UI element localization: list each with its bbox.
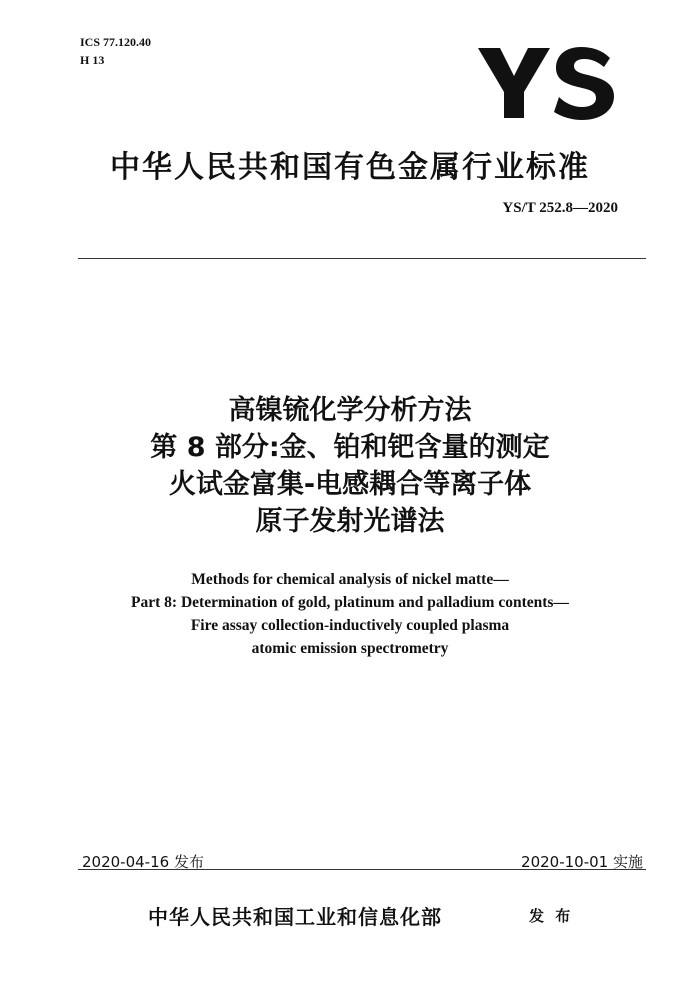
ics-code: ICS 77.120.40 xyxy=(80,35,152,49)
ys-logo-icon xyxy=(478,40,618,120)
ys-logo xyxy=(478,40,618,120)
ccs-code: H 13 xyxy=(80,53,105,67)
implementation-date: 2020-10-01 实施 xyxy=(521,853,643,871)
top-divider xyxy=(78,258,646,259)
publish-label: 发 布 xyxy=(529,907,574,925)
chinese-title-line: 原子发射光谱法 xyxy=(255,506,445,537)
classification-codes xyxy=(80,33,151,69)
english-title-line: Methods for chemical analysis of nickel matte— xyxy=(191,571,509,588)
chinese-title xyxy=(0,392,700,540)
english-title-line: Part 8: Determination of gold, platinum and palladium contents— xyxy=(131,594,569,611)
chinese-title-line: 高镍锍化学分析方法 xyxy=(228,395,472,426)
chinese-title-line: 第 8 部分:金、铂和钯含量的测定 xyxy=(150,432,550,463)
standard-number: YS/T 252.8—2020 xyxy=(502,200,618,216)
english-title xyxy=(0,568,700,660)
english-title-line: atomic emission spectrometry xyxy=(251,640,449,657)
bottom-divider xyxy=(78,869,646,870)
issue-date: 2020-04-16 发布 xyxy=(82,853,204,871)
organization-title: 中华人民共和国有色金属行业标准 xyxy=(110,150,590,185)
english-title-line: Fire assay collection-inductively coupled plasma xyxy=(190,617,510,634)
publisher: 中华人民共和国工业和信息化部 xyxy=(148,905,442,929)
chinese-title-line: 火试金富集-电感耦合等离子体 xyxy=(168,469,532,500)
